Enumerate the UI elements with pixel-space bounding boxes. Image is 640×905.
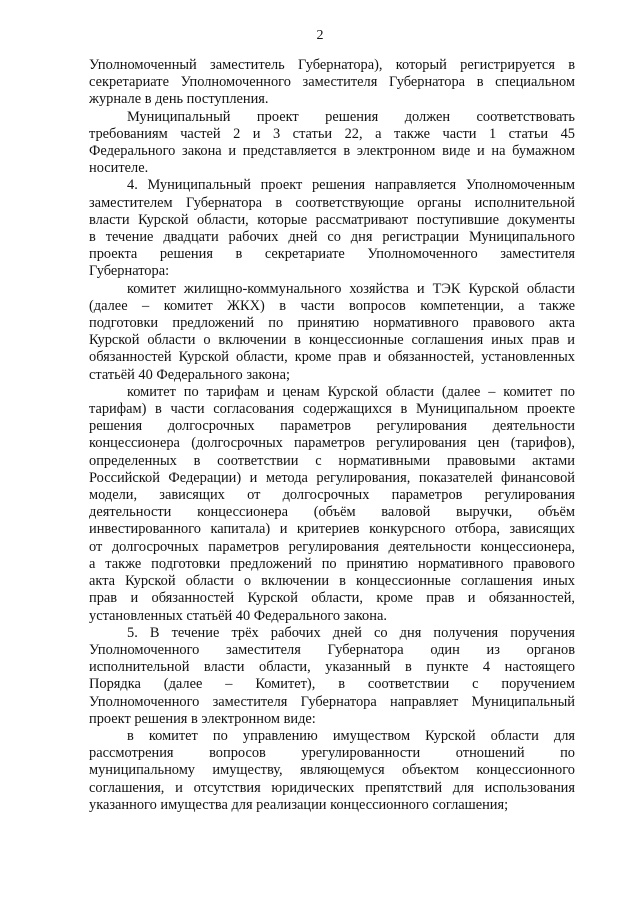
text-line: рассмотрения вопросов урегулированности отношений по bbox=[89, 745, 575, 762]
text-line: заместителем Губернатора в соответствующие органы исполнительной bbox=[89, 194, 575, 211]
text-line: проект решения в электронном виде: bbox=[89, 710, 316, 727]
paragraph bbox=[89, 109, 575, 178]
text-line: а также подготовки предложений по принятию нормативного правового bbox=[89, 555, 575, 572]
text-line: Уполномоченного заместителя Губернатора один из органов bbox=[89, 641, 575, 658]
paragraph bbox=[89, 57, 575, 109]
text-line: Российской Федерации) и метода регулирования, показателей финансовой bbox=[89, 469, 575, 486]
text-line: от долгосрочных параметров регулирования деятельности концессионера, bbox=[89, 538, 575, 555]
text-line: Курской области о включении в концессионные соглашения иных прав и bbox=[89, 332, 575, 349]
paragraph bbox=[89, 625, 575, 728]
text-line: указанного имущества для реализации концессионного соглашения; bbox=[89, 796, 509, 813]
text-line: концессионера (долгосрочных параметров регулирования цен (тарифов), bbox=[89, 435, 575, 452]
text-line: обязанностей Курской области, кроме прав и обязанностей, установленных bbox=[89, 349, 575, 366]
text-line: в комитет по управлению имуществом Курской области для bbox=[127, 727, 575, 744]
text-line: носителе. bbox=[89, 160, 149, 177]
text-line: установленных статьёй 40 Федерального закона. bbox=[89, 607, 387, 624]
text-line: требованиям частей 2 и 3 статьи 22, а также части 1 статьи 45 bbox=[89, 125, 575, 142]
paragraph bbox=[89, 728, 575, 814]
text-line: модели, зависящих от долгосрочных параметров регулирования bbox=[89, 487, 575, 504]
text-line: Федерального закона и представляется в электронном виде и на бумажном bbox=[89, 143, 575, 160]
text-line: Уполномоченный заместитель Губернатора), который регистрируется в bbox=[89, 57, 575, 73]
text-line: Порядка (далее – Комитет), в соответствии с поручением bbox=[89, 676, 575, 693]
text-line: прав и обязанностей Курской области, кроме прав и обязанностей, bbox=[89, 590, 575, 607]
text-line: Уполномоченного заместителя Губернатора направляет Муниципальный bbox=[89, 693, 575, 710]
paragraph bbox=[89, 281, 575, 384]
text-line: комитет по тарифам и ценам Курской области (далее – комитет по bbox=[127, 383, 575, 400]
text-line: Губернатора: bbox=[89, 263, 170, 280]
document-body bbox=[89, 57, 575, 814]
text-line: тарифам) в части согласования содержащихся в Муниципальном проекте bbox=[89, 401, 575, 418]
text-line: Муниципальный проект решения должен соответствовать bbox=[127, 108, 575, 125]
text-line: в течение двадцати рабочих дней со дня регистрации Муниципального bbox=[89, 229, 575, 246]
text-line: комитет жилищно-коммунального хозяйства и ТЭК Курской области bbox=[127, 280, 575, 297]
text-line: деятельности концессионера (объём валовой выручки, объём bbox=[89, 504, 575, 521]
text-line: журнале в день поступления. bbox=[89, 91, 269, 108]
text-line: статьёй 40 Федерального закона; bbox=[89, 366, 290, 383]
text-line: соглашения, и отсутствия юридических препятствий для использования bbox=[89, 779, 575, 796]
text-line: подготовки предложений по принятию нормативного правового акта bbox=[89, 315, 575, 332]
text-line: проекта решения в секретариате Уполномоченного заместителя bbox=[89, 246, 575, 263]
text-line: исполнительной власти области, указанный в пункте 4 настоящего bbox=[89, 659, 575, 676]
text-line: муниципальному имуществу, являющемуся объектом концессионного bbox=[89, 762, 575, 779]
text-line: определенных в соответствии с нормативными правовыми актами bbox=[89, 452, 575, 469]
text-line: секретариате Уполномоченного заместителя Губернатора в специальном bbox=[89, 74, 575, 91]
text-line: 4. Муниципальный проект решения направляется Уполномоченным bbox=[127, 177, 575, 194]
paragraph bbox=[89, 177, 575, 280]
text-line: (далее – комитет ЖКХ) в части вопросов компетенции, а также bbox=[89, 297, 575, 314]
paragraph bbox=[89, 384, 575, 625]
page-number: 2 bbox=[316, 28, 324, 43]
text-line: 5. В течение трёх рабочих дней со дня получения поручения bbox=[127, 624, 575, 641]
text-line: инвестированного капитала) и критериев конкурсного отбора, зависящих bbox=[89, 521, 575, 538]
text-line: решения долгосрочных параметров регулирования деятельности bbox=[89, 418, 575, 435]
text-line: власти Курской области, которые рассматривают поступившие документы bbox=[89, 211, 575, 228]
text-line: акта Курской области о включении в концессионные соглашения иных bbox=[89, 573, 575, 590]
